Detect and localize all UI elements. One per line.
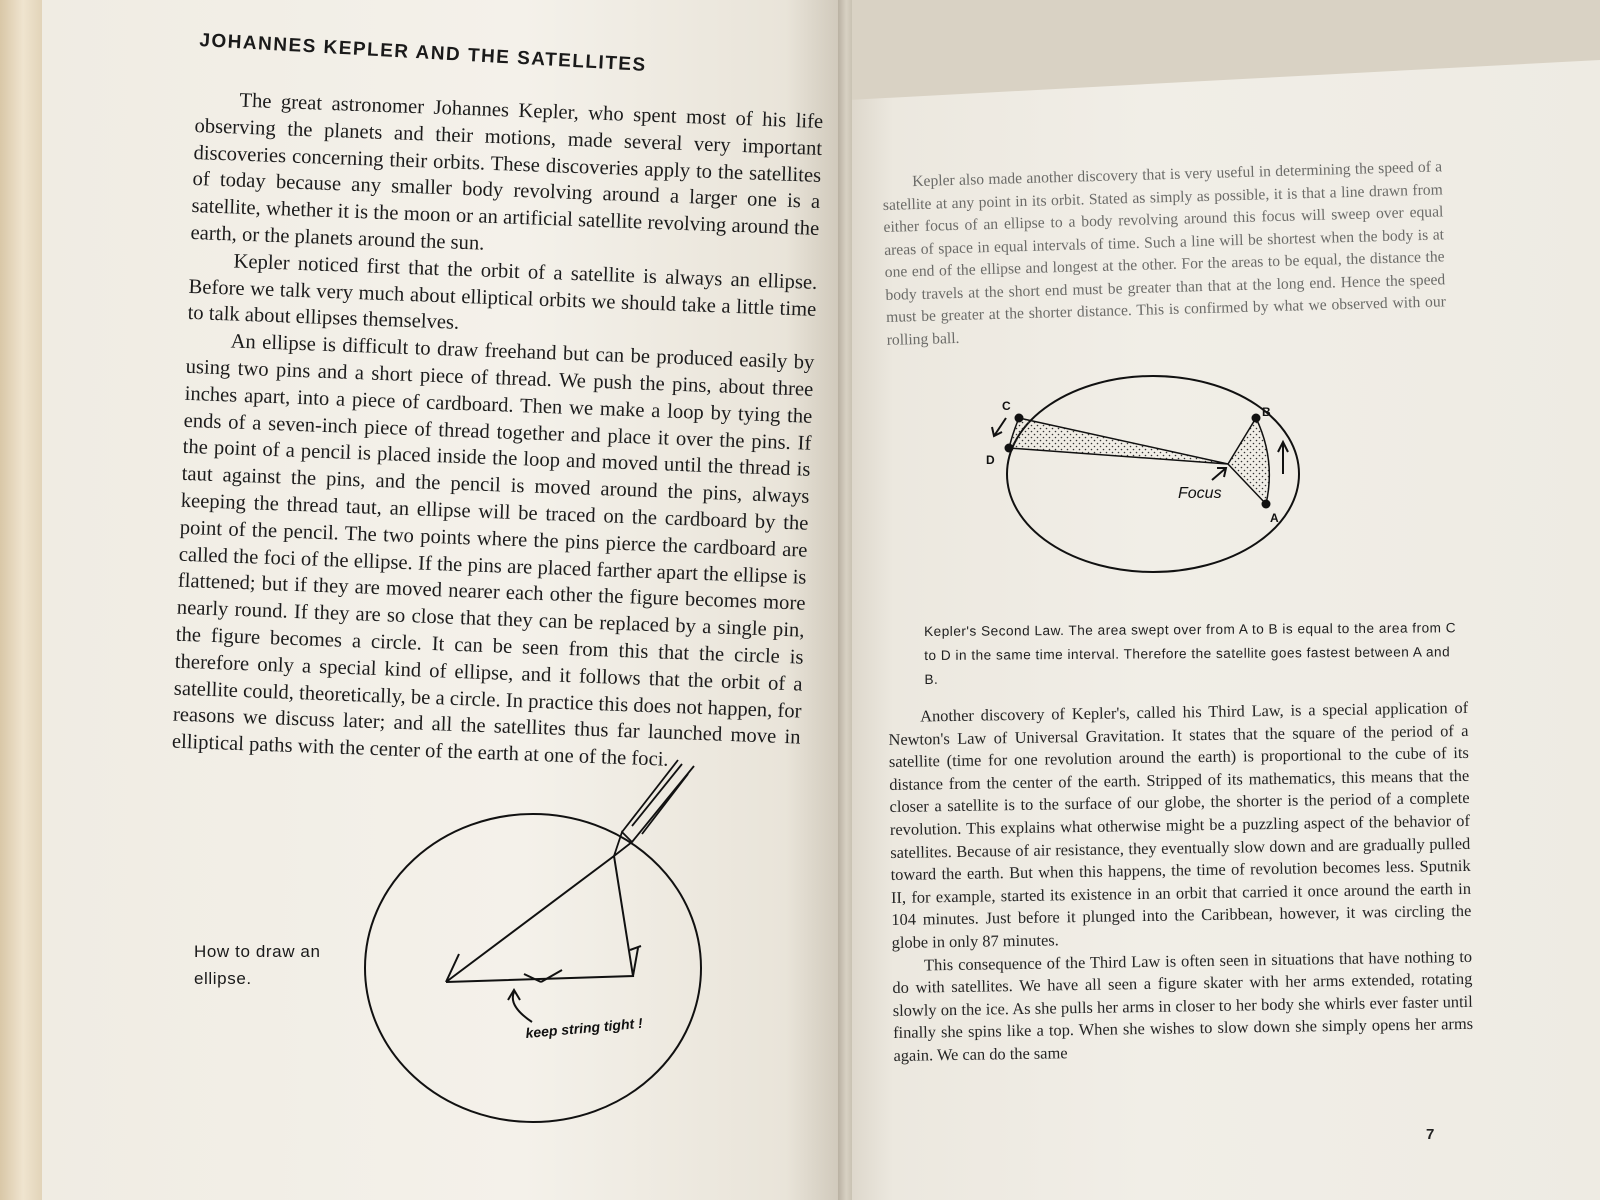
focus-label: Focus xyxy=(1178,485,1222,502)
page-number: 7 xyxy=(1426,1126,1435,1143)
string-tie xyxy=(524,974,541,982)
string-triangle xyxy=(446,856,633,982)
right-page-body xyxy=(888,697,1474,1068)
paragraph: Kepler noticed first that the orbit of a satellite is always an ellipse. Before we talk very much about elliptical orbits we should take a little time to talk about ellipses themselves. xyxy=(187,250,818,335)
book-gutter xyxy=(838,0,852,1200)
ellipse-outline xyxy=(365,814,701,1122)
figure-caption-second-law: Kepler's Second Law. The area swept over from A to B is equal to the area from C to D in the same time interval. Therefore the satellite goes fastest between A and B. xyxy=(924,620,1457,687)
label-c: C xyxy=(1002,399,1011,413)
pencil-icon xyxy=(614,760,694,856)
paragraph: The great astronomer Johannes Kepler, who spent most of his life observing the planets and their motions, made several very important discoveries concerning their orbits. These discoveries apply to the satellites of today because any smaller body revolving around a larger one is a satellite, whether it is the moon or an artificial satellite revolving around the earth, or the planets around the sun. xyxy=(190,89,824,255)
paragraph: Another discovery of Kepler's, called his Third Law, is a special application of Newton's Law of Universal Gravitation. It states that the square of the period of a satellite (time for one revolution around the earth) is proportional to the cube of its distance from the center of the earth. Stripped of its mathematics, this means that the closer a satellite is to the surface of our globe, the shorter is the period of a complete revolution. This explains what otherwise might be a puzzling aspect of the behavior of satellites. Because of air resistance, they eventually slow down and are gradually pulled toward the earth. But when this happens, the time of revolution becomes less. Sputnik II, for example, started its existence in an orbit that carried it once around the earth in 104 minutes. Just before it plunged into the Caribbean, however, it was circling the globe in only 87 minutes. xyxy=(888,697,1472,952)
figure-note: keep string tight ! xyxy=(524,1014,644,1041)
figure-caption-ellipse: How to draw an ellipse. xyxy=(194,942,321,988)
right-page-intro xyxy=(882,156,1447,352)
paragraph: Kepler also made another discovery that is very useful in determining the speed of a satellite at any point in its orbit. Stated as simply as possible, it is that a line drawn from either focus of an ellipse to a body revolving around this focus will sweep over equal areas of space in equal intervals of time. Such a line will be shortest when the body is at one end of the ellipse and longest at the other. For the areas to be equal, the distance the body travels at the short end must be greater than that at the long end. Hence the speed must be greater at the shorter distance. This is confirmed by what we observed with our rolling ball. xyxy=(882,158,1447,349)
chapter-heading: JOHANNES KEPLER AND THE SATELLITES xyxy=(198,30,648,76)
second-law-figure xyxy=(986,370,1310,584)
label-d: D xyxy=(986,453,995,467)
swept-area-cd xyxy=(1009,418,1228,464)
left-page-body xyxy=(171,86,823,778)
note-arrow xyxy=(513,992,532,1022)
swept-area-ab xyxy=(1228,418,1269,504)
paragraph: This consequence of the Third Law is often seen in situations that have nothing to do with satellites. We have all seen a figure skater with her arms extended, rotating slowly on the ice. As she pulls her arms in closer to her body she whirls ever faster until finally she spins like a top. When she wishes to slow down she simply opens her arms again. We can do the same xyxy=(892,946,1474,1065)
pin-right xyxy=(633,948,638,976)
paragraph: An ellipse is difficult to draw freehand but can be produced easily by using two pins and a short piece of thread. We push the pins, about three inches apart, into a piece of cardboard. Then we make a loop by tying the ends of a seven-inch piece of thread together and place it over the pins. If the point of a pencil is placed inside the loop and moved until the thread is taut against the pins, and the pencil is moved around the pins, always keeping the thread taut, an ellipse will be traced on the cardboard by the point of the pencil. The two points where the pins pierce the cardboard are called the foci of the ellipse. If the pins are placed farther apart the ellipse is flattened; but if they are moved nearer each other the figure becomes more nearly round. If they are so close that they can be replaced by a single pin, the figure becomes a circle. It can be seen from this that the circle is therefore only a special kind of ellipse, and it follows that the orbit of a satellite could, theoretically, be a circle. In practice this does not happen, for reasons we discuss later; and all the satellites thus far launched move in elliptical paths with the center of the earth at one of the foci. xyxy=(171,330,815,771)
ellipse-drawing-figure xyxy=(360,760,710,1132)
label-a: A xyxy=(1270,511,1279,525)
label-b: B xyxy=(1262,405,1271,419)
page-stack-edge xyxy=(0,0,42,1200)
